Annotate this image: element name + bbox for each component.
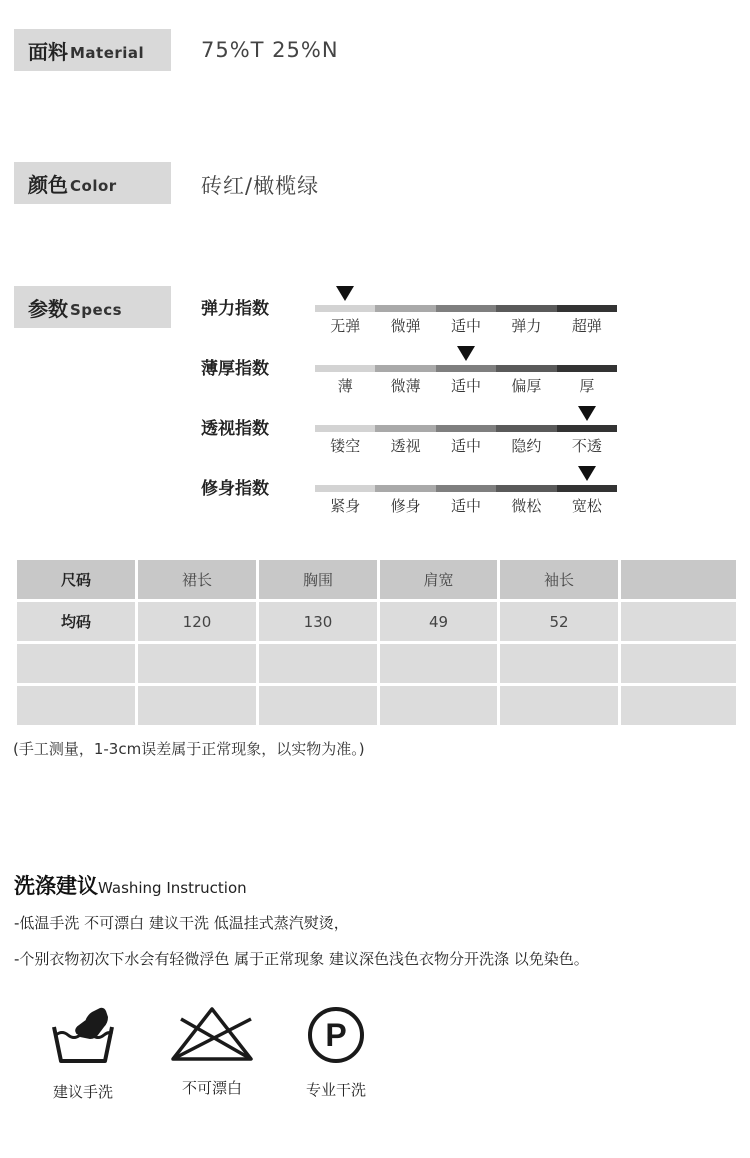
spec-level-label: 超弹	[571, 317, 602, 335]
spec-scale-bar	[315, 365, 617, 372]
material-label	[14, 29, 171, 71]
spec-levels	[315, 495, 617, 516]
spec-scale-segment	[557, 425, 617, 432]
spec-level-label: 宽松	[571, 497, 602, 515]
spec-scale-bar	[315, 485, 617, 492]
table-cell	[620, 643, 738, 685]
table-cell: 49	[379, 601, 499, 643]
specs-label-en: Specs	[70, 300, 123, 319]
spec-scale-bar	[315, 425, 617, 432]
spec-level-label: 微松	[511, 497, 542, 515]
table-cell	[137, 685, 258, 727]
color-label-en: Color	[70, 176, 117, 195]
spec-marker-triangle-icon	[336, 286, 354, 301]
spec-levels	[315, 315, 617, 336]
dry-clean-p-icon	[306, 1005, 366, 1065]
hand-wash-label: 建议手洗	[52, 1083, 113, 1101]
spec-marker-triangle-icon	[457, 346, 475, 361]
table-cell: 52	[499, 601, 620, 643]
spec-scale-segment	[315, 365, 375, 372]
spec-level-label: 透视	[390, 437, 421, 455]
material-value: 75%T 25%N	[201, 38, 339, 62]
table-header-cell: 肩宽	[379, 559, 499, 601]
table-cell	[16, 685, 137, 727]
spec-row	[201, 346, 621, 398]
spec-level-label: 偏厚	[511, 377, 542, 395]
spec-scale-segment	[496, 305, 556, 312]
spec-row	[201, 466, 621, 518]
table-cell	[499, 685, 620, 727]
material-label-cn: 面料	[28, 39, 68, 64]
spec-scale-segment	[315, 485, 375, 492]
spec-scale-segment	[375, 365, 435, 372]
table-cell: 均码	[16, 601, 137, 643]
specs-label-cn: 参数	[28, 296, 68, 321]
washing-title-en: Washing Instruction	[98, 879, 247, 897]
table-header-cell: 胸围	[258, 559, 379, 601]
spec-row	[201, 286, 621, 338]
spec-scale-segment	[375, 485, 435, 492]
table-cell	[620, 601, 738, 643]
table-cell	[258, 643, 379, 685]
table-cell	[16, 643, 137, 685]
spec-level-label: 无弹	[330, 317, 361, 335]
spec-scale-bar	[315, 305, 617, 312]
care-item-dry-clean	[281, 1005, 391, 1100]
spec-level-label: 适中	[451, 317, 482, 335]
spec-marker-triangle-icon	[578, 406, 596, 421]
color-label	[14, 162, 171, 204]
spec-marker-triangle-icon	[578, 466, 596, 481]
table-cell: 130	[258, 601, 379, 643]
table-cell	[620, 685, 738, 727]
color-label-cn: 颜色	[28, 172, 68, 197]
table-header-row	[16, 559, 738, 601]
table-cell	[499, 643, 620, 685]
spec-scale-segment	[375, 305, 435, 312]
table-cell: 120	[137, 601, 258, 643]
table-cell	[258, 685, 379, 727]
table-cell	[137, 643, 258, 685]
table-cell	[379, 685, 499, 727]
table-header-cell: 裙长	[137, 559, 258, 601]
no-bleach-label: 不可漂白	[181, 1079, 242, 1097]
spec-level-label: 适中	[451, 497, 482, 515]
spec-level-label: 厚	[579, 377, 595, 395]
spec-scale-segment	[557, 305, 617, 312]
spec-levels	[315, 375, 617, 396]
spec-name: 弹力指数	[201, 299, 269, 319]
material-label-en: Material	[70, 43, 145, 62]
spec-row	[201, 406, 621, 458]
dry-clean-label: 专业干洗	[305, 1081, 366, 1099]
spec-level-label: 不透	[571, 437, 602, 455]
spec-scale-segment	[315, 305, 375, 312]
spec-level-label: 镂空	[330, 437, 361, 455]
measurement-note: (手工测量，1-3cm误差属于正常现象，以实物为准。)	[13, 740, 365, 758]
spec-level-label: 弹力	[511, 317, 542, 335]
dry-clean-symbol: P	[325, 1017, 347, 1053]
spec-scale-segment	[436, 305, 496, 312]
spec-scale-segment	[315, 425, 375, 432]
no-bleach-icon	[167, 1005, 257, 1063]
spec-level-label: 适中	[451, 377, 482, 395]
specs-label	[14, 286, 171, 328]
spec-scale-segment	[375, 425, 435, 432]
washing-title-cn: 洗涤建议	[14, 874, 98, 898]
washing-title	[14, 870, 247, 900]
washing-line-2: -个别衣物初次下水会有轻微浮色 属于正常现象 建议深色浅色衣物分开洗涤 以免染色。	[14, 950, 589, 968]
spec-level-label: 微薄	[390, 377, 421, 395]
spec-scale-segment	[436, 485, 496, 492]
table-row	[16, 685, 738, 727]
color-value: 砖红/橄榄绿	[201, 174, 320, 198]
spec-level-label: 微弹	[390, 317, 421, 335]
table-header-cell: 尺码	[16, 559, 137, 601]
spec-scale-segment	[436, 425, 496, 432]
spec-scale-segment	[557, 365, 617, 372]
spec-name: 修身指数	[201, 479, 269, 499]
table-header-cell	[620, 559, 738, 601]
washing-line-1: -低温手洗 不可漂白 建议干洗 低温挂式蒸汽熨烫，	[14, 914, 349, 932]
spec-level-label: 薄	[337, 377, 353, 395]
spec-scale-segment	[496, 425, 556, 432]
spec-scale-segment	[496, 365, 556, 372]
spec-level-label: 适中	[451, 437, 482, 455]
table-row	[16, 643, 738, 685]
hand-wash-icon	[50, 1005, 116, 1067]
spec-scale-segment	[496, 485, 556, 492]
spec-name: 透视指数	[201, 419, 269, 439]
spec-level-label: 修身	[390, 497, 421, 515]
spec-level-label: 紧身	[330, 497, 361, 515]
size-table	[14, 557, 739, 728]
care-item-no-bleach	[157, 1005, 267, 1098]
spec-level-label: 隐约	[511, 437, 542, 455]
spec-scale-segment	[557, 485, 617, 492]
spec-levels	[315, 435, 617, 456]
table-header-cell: 袖长	[499, 559, 620, 601]
spec-name: 薄厚指数	[201, 359, 269, 379]
care-item-hand-wash	[28, 1005, 138, 1102]
spec-scale-segment	[436, 365, 496, 372]
table-row	[16, 601, 738, 643]
table-cell	[379, 643, 499, 685]
